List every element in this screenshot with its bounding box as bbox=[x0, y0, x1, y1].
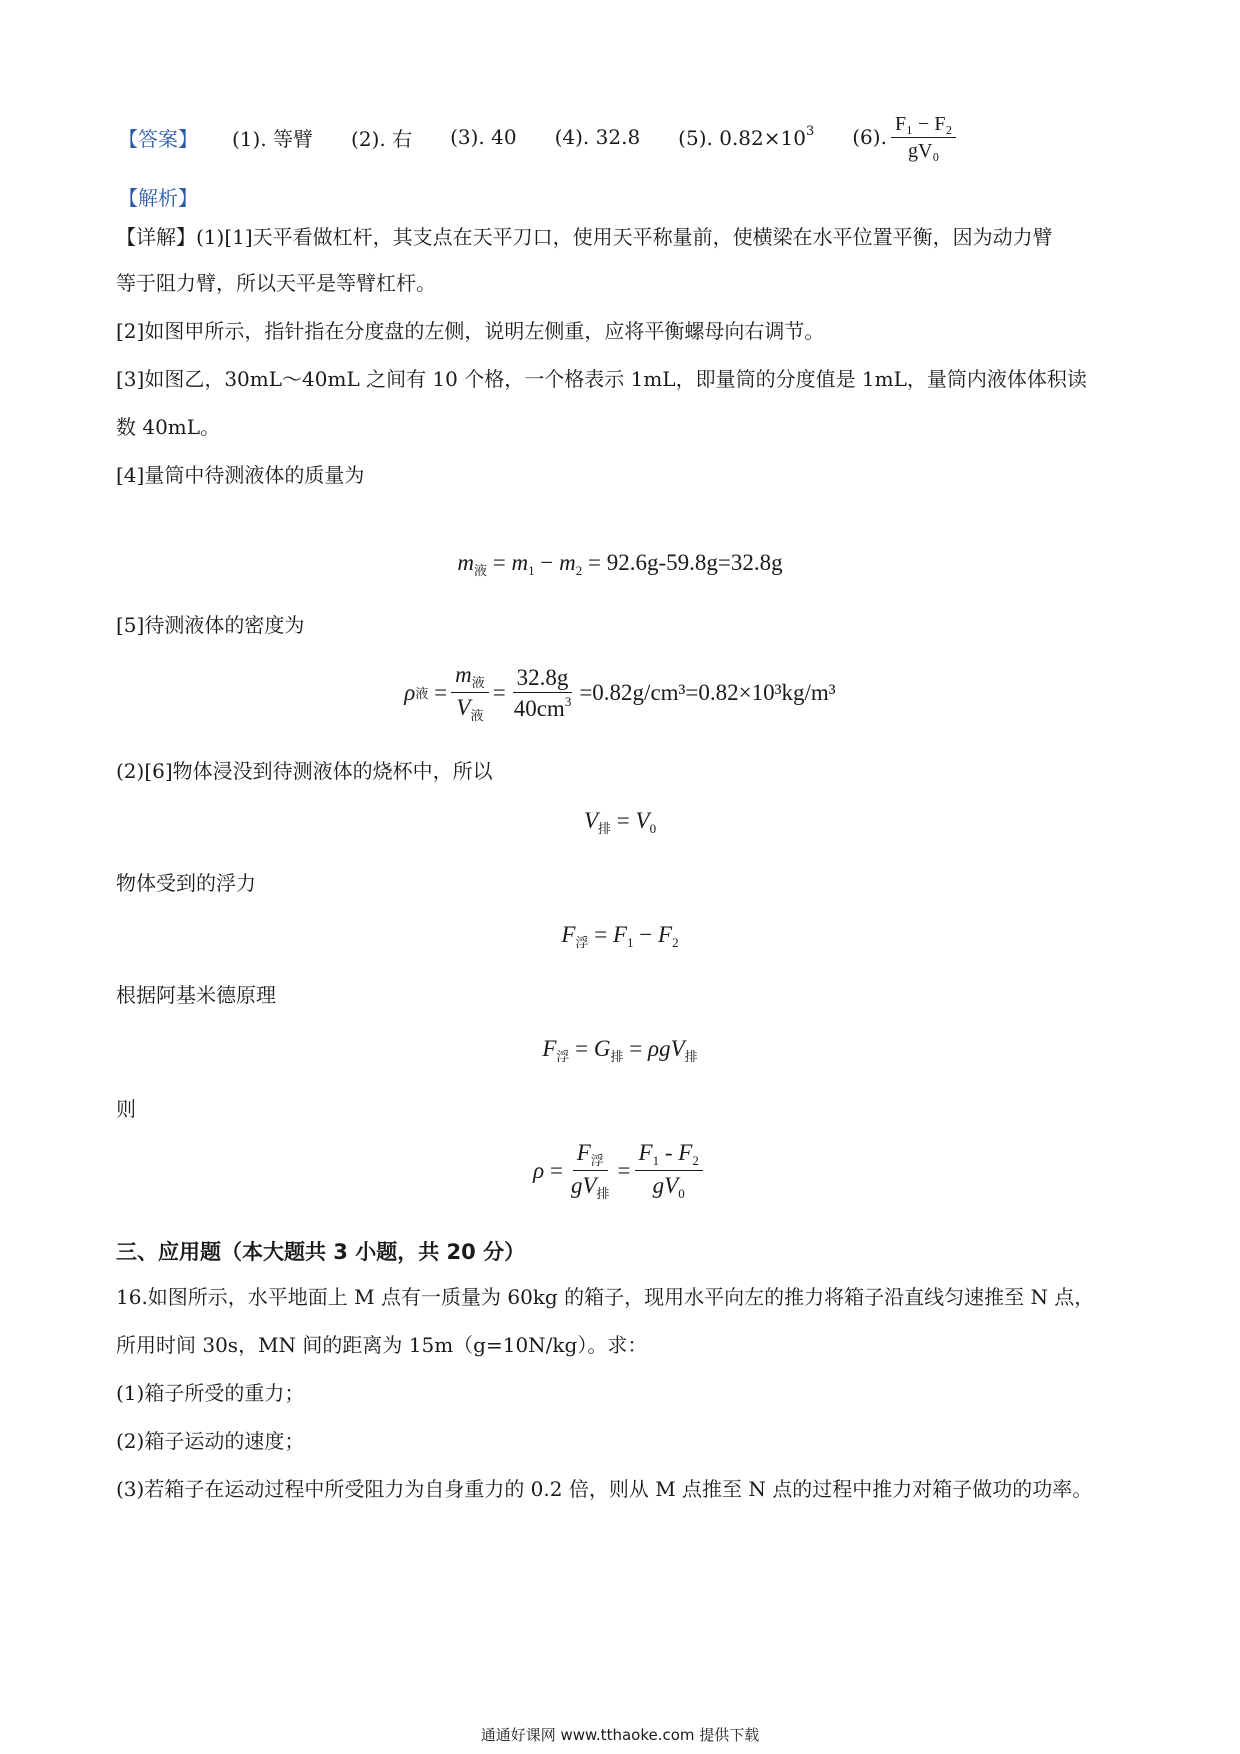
paragraph-4: [4]量筒中待测液体的质量为 bbox=[116, 463, 365, 487]
paragraph-1a: 【详解】(1)[1]天平看做杠杆，其支点在天平刀口，使用天平称量前，使横梁在水平位置平衡，因为动力臂 bbox=[116, 225, 1053, 249]
answer-item-2: (2). 右 bbox=[351, 126, 413, 151]
equation-result: ρ = $\frac{F_浮}{gV_排}$ = $\frac{F_1 - F_2}{gV_0}$ bbox=[0, 1140, 1240, 1202]
paragraph-3a: [3]如图乙，30mL〜40mL 之间有 10 个格，一个格表示 1mL，即量筒的分度值是 1mL，量筒内液体体积读 bbox=[116, 367, 1087, 391]
answer-item-4: (4). 32.8 bbox=[554, 125, 641, 149]
answer-item-1: (1). 等臂 bbox=[232, 126, 314, 151]
question-16a: 16.如图所示，水平地面上 M 点有一质量为 60kg 的箱子，现用水平向左的推力将箱子沿直线匀速推至 N 点， bbox=[116, 1285, 1095, 1309]
equation-volume: $V_排 = V_0$ bbox=[583, 808, 657, 836]
question-part-1: (1)箱子所受的重力； bbox=[116, 1381, 305, 1405]
answer-tag: 【答案】 bbox=[118, 126, 198, 151]
paragraph-9: 则 bbox=[116, 1097, 136, 1121]
answer-item-3: (3). 40 bbox=[450, 125, 517, 149]
answer-item-6: (6). $\frac{\text{F₁ − F₂}}{\text{gV₀}}$ bbox=[852, 113, 960, 162]
question-part-2: (2)箱子运动的速度； bbox=[116, 1429, 305, 1453]
answer-row bbox=[118, 112, 960, 162]
paragraph-5: [5]待测液体的密度为 bbox=[116, 613, 305, 637]
footer-credit: 通通好课网 www.tthaoke.com 提供下载 bbox=[480, 1726, 760, 1744]
paragraph-8: 根据阿基米德原理 bbox=[116, 983, 276, 1007]
paragraph-2: [2]如图甲所示，指针指在分度盘的左侧，说明左侧重，应将平衡螺母向右调节。 bbox=[116, 319, 825, 343]
section-heading: 三、应用题（本大题共 3 小题，共 20 分） bbox=[116, 1240, 526, 1264]
equation-mass: $m_液 = m_1 - m_2 = 92.6g-59.8g=32.8g$ bbox=[457, 550, 783, 578]
paragraph-7: 物体受到的浮力 bbox=[116, 871, 256, 895]
paragraph-6: (2)[6]物体浸没到待测液体的烧杯中，所以 bbox=[116, 759, 493, 783]
paragraph-3b: 数 40mL。 bbox=[116, 415, 221, 439]
equation-buoyancy: $F_浮 = F_1 - F_2$ bbox=[561, 922, 679, 950]
equation-density: ρ 液 = $\frac{m_液}{V_液}$ = $\frac{32.8g}{40cm^3}$ =0.82g/cm³=0.82×10³kg/m³ bbox=[404, 662, 836, 724]
equation-archimedes: $F_浮 = G_排 = \rho gV_排$ bbox=[542, 1036, 698, 1064]
question-16b: 所用时间 30s，MN 间的距离为 15m（g=10N/kg）。求： bbox=[116, 1333, 648, 1357]
analysis-tag: 【解析】 bbox=[118, 186, 198, 210]
answer-item-5: (5). $0.82\times 10^3$ bbox=[678, 124, 815, 150]
paragraph-1b: 等于阻力臂，所以天平是等臂杠杆。 bbox=[116, 271, 436, 295]
question-part-3: (3)若箱子在运动过程中所受阻力为自身重力的 0.2 倍，则从 M 点推至 N 点的过程中推力对箱子做功的功率。 bbox=[116, 1477, 1093, 1501]
